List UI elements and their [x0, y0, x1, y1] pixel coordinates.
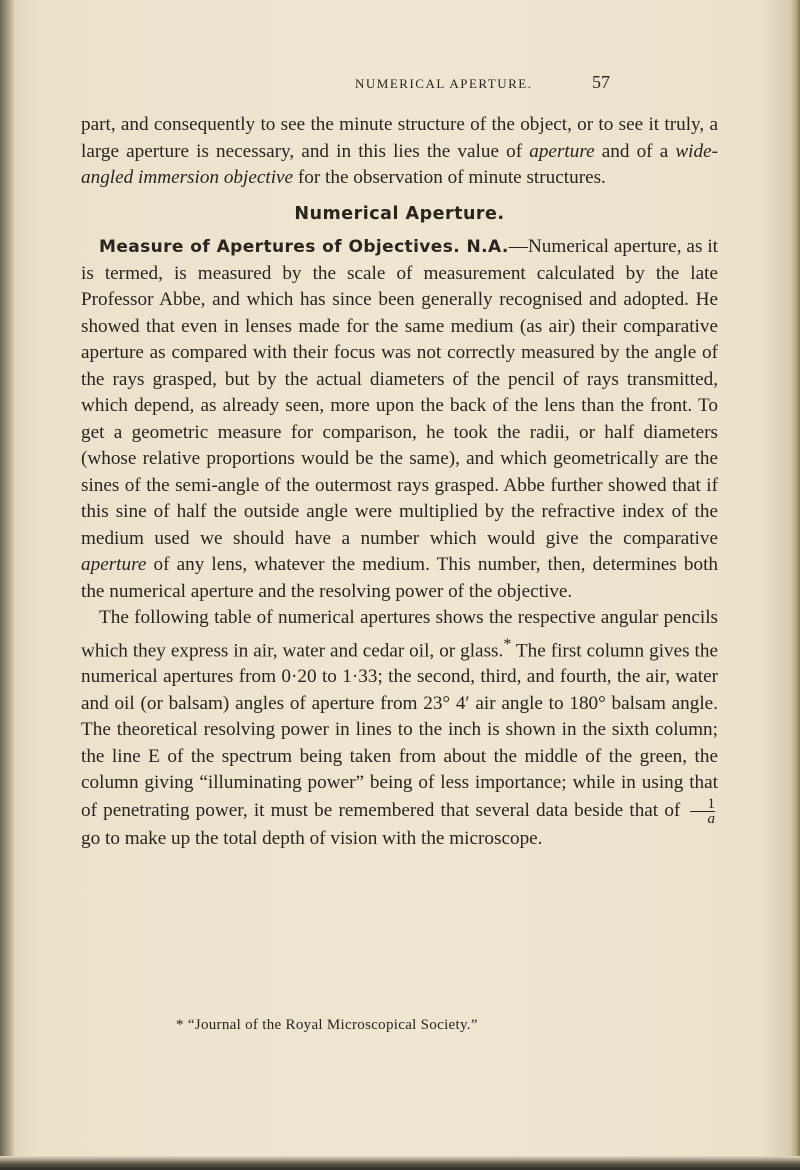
paragraph-2 — [81, 234, 718, 605]
footnote: * “Journal of the Royal Microscopical Society.” — [176, 1017, 478, 1033]
paragraph-1 — [81, 112, 718, 192]
fraction-numerator: 1 — [690, 797, 716, 812]
text-run: The following table of numerical apertures shows the respective angular pencils which they express in air, water and cedar oil, or glass. — [81, 607, 718, 661]
page-edge-right — [790, 0, 800, 1170]
page-header — [0, 72, 800, 96]
text-run: for the observation of minute structures. — [293, 167, 606, 188]
fraction-denominator: a — [707, 810, 715, 827]
text-run: of any lens, whatever the medium. This number, then, determines both the numerical aperture and the resolving power of the objective. — [81, 554, 718, 602]
fraction — [690, 797, 716, 826]
text-run: part, and consequently to see the minute structure of the object, or to see it truly, a large aperture is necessary, and in this lies the value of — [81, 114, 718, 162]
italic-run: aperture — [529, 140, 595, 162]
text-run: The first column gives the numerical apertures from 0·20 to 1·33; the second, third, and fourth, the air, water and oil (or balsam) angles of aperture from 23° 4′ air angle to 180° balsam angle. The theoretical resolving power in lines to the inch is shown in the sixth column; the line E of the spectrum being taken from about the middle of the green, the column giving “illuminating power” being of less importance; while in using that of penetrating power, it must be remembered that several data beside that of — [81, 639, 718, 821]
italic-run: aperture — [81, 554, 147, 575]
section-heading: Numerical Aperture. — [294, 203, 505, 224]
paragraph-3 — [81, 605, 718, 852]
page-edge-bottom — [0, 1156, 800, 1170]
run-in-heading: Measure of Apertures of Objectives. N.A. — [99, 237, 509, 257]
text-run: and of a — [594, 140, 676, 162]
body-text — [81, 112, 718, 852]
running-head: NUMERICAL APERTURE. — [355, 76, 533, 91]
page-number: 57 — [592, 72, 610, 92]
footnote-marker: * — [503, 635, 512, 653]
text-run: go to make up the total depth of vision with the microscope. — [81, 827, 543, 849]
text-run: —Numerical aperture, as it is termed, is measured by the scale of measurement calculated by the late Professor Abbe, and which has since been generally recognised and adopted. He showed that even in lenses made for the same medium (as air) their comparative aperture as compared with their focus was not correctly measured by the angle of the rays grasped, but by the actual diameters of the pencil of rays transmitted, which depend, as already seen, more upon the back of the lens than the front. To get a geometric measure for comparison, he took the radii, or half diameters (whose relative proportions would be the same), and which geometrically are the sines of the semi-angle of the outermost rays grasped. Abbe further showed that if this sine of half the outside angle were multiplied by the refractive index of the medium used we should have a number which would give the comparative — [81, 236, 719, 549]
book-spine-shadow — [0, 0, 14, 1170]
italic-run: wide-angled immersion objective — [81, 140, 718, 188]
